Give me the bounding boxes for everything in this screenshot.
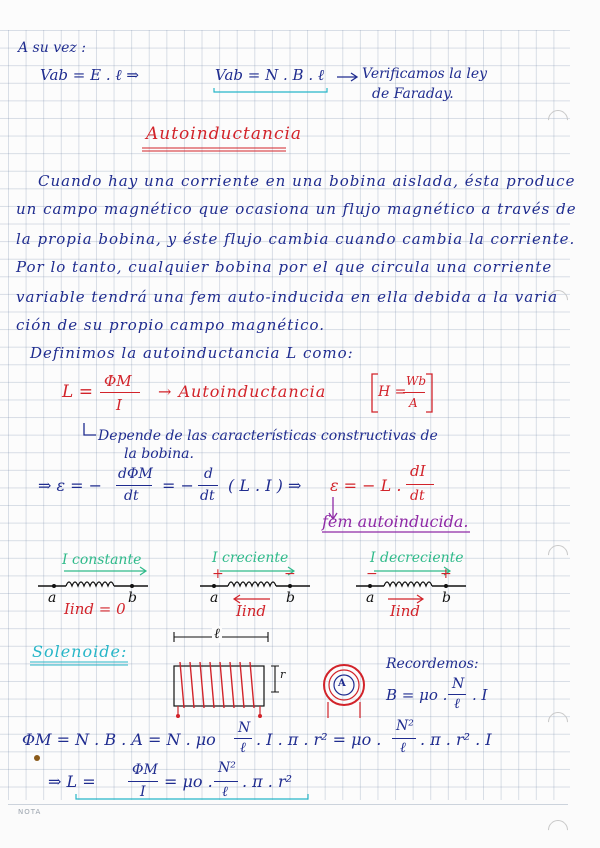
final-l2: ℓ [222, 784, 228, 800]
formula-l: L = [62, 382, 93, 402]
coil3-induced: Iind [390, 602, 420, 620]
arrow-right-icon [336, 72, 360, 82]
recall-b: B = μo . [386, 686, 448, 704]
solenoid-title: Solenoide: [32, 642, 128, 661]
paragraph-line: un campo magnético que ocasiona un flujo magnético a través de [16, 200, 577, 218]
faraday-text: de Faraday. [372, 86, 454, 102]
node-b: b [442, 590, 451, 606]
unit-a: A [409, 396, 418, 410]
line-a-su-vez: A su vez : [18, 40, 86, 56]
emf-fraction-bar [406, 484, 434, 485]
final-fraction-bar [214, 781, 238, 782]
coil3-label: I decreciente [370, 550, 464, 566]
final-phi: ΦM [132, 762, 158, 778]
flux-fraction-bar [392, 738, 416, 739]
final-mu: = μo . [164, 772, 213, 791]
coil2-plus: + [212, 566, 224, 582]
recall-label: Recordemos: [386, 656, 479, 672]
recall-i: . I [472, 686, 488, 704]
emf-dphi: dΦM [118, 466, 153, 482]
paragraph-line: ción de su propio campo magnético. [16, 316, 326, 334]
recall-fraction-bar [448, 694, 466, 695]
coil2-minus: − [284, 566, 296, 582]
radius-label: r [280, 668, 286, 681]
flux-start: ΦM = N . B . A = N . μo [22, 730, 216, 749]
coil1-label: I constante [62, 552, 142, 568]
formula-phi: ΦM [104, 372, 132, 390]
formula-i: I [116, 396, 122, 414]
paragraph-line: Cuando hay una corriente en una bobina aislada, ésta produce [38, 172, 576, 190]
emf-eq: = − [162, 476, 194, 495]
emf-di: dI [410, 462, 426, 480]
depends-line: la bobina. [124, 446, 194, 462]
fem-underline [320, 530, 475, 536]
flux-fraction-bar [234, 738, 252, 739]
paragraph-line: la propia bobina, y éste flujo cambia cuando cambia la corriente. [16, 230, 576, 248]
depends-line: Depende de las características constructivas de [98, 428, 438, 444]
final-l: ⇒ L = [48, 772, 96, 791]
length-label: ℓ [214, 626, 220, 642]
ammeter-diagram [320, 660, 370, 722]
node-a: a [210, 590, 219, 606]
paragraph-line: variable tendrá una fem auto-inducida en ella debida a la varia [16, 288, 559, 306]
recall-l: ℓ [454, 696, 460, 712]
solenoid-underline [28, 660, 134, 668]
node-a: a [48, 590, 57, 606]
unit-wb: Wb [406, 374, 427, 388]
ink-dot [34, 755, 40, 761]
unit-fraction-bar [403, 392, 425, 393]
hook-arrow-icon [82, 422, 98, 440]
final-end: . π . r² [242, 772, 293, 791]
fem-label: fem autoinducida. [322, 512, 469, 531]
flux-end: . π . r² . I [420, 730, 492, 749]
definition-line: Definimos la autoinductancia L como: [30, 344, 354, 362]
coil2-induced: Iind [236, 602, 266, 620]
emf-result: ε = − L . [330, 476, 402, 495]
emf-dt: dt [410, 488, 425, 504]
flux-n: N [238, 720, 251, 736]
page-title: Autoinductancia [146, 124, 303, 144]
solenoid-diagram [168, 658, 274, 720]
nota-label: NOTA [18, 808, 42, 816]
length-dimension [172, 630, 272, 644]
emf-dt: dt [124, 488, 139, 504]
flux-n2: N² [396, 718, 414, 734]
emf-fraction-bar [198, 485, 218, 486]
node-b: b [128, 590, 137, 606]
emf-li: ( L . I ) ⇒ [228, 476, 302, 495]
footer-line [8, 804, 568, 805]
footer-margin [0, 800, 600, 848]
flux-l2: ℓ [400, 740, 406, 756]
right-margin [570, 0, 600, 848]
flux-mid: . I . π . r² = μo . [256, 730, 382, 749]
coil2-label: I creciente [212, 550, 289, 566]
ammeter-label: A [338, 678, 346, 689]
coil1-induced: Iind = 0 [64, 600, 126, 618]
vab-nbl: Vab = N . B . ℓ [215, 66, 325, 84]
flux-l: ℓ [240, 740, 246, 756]
coil3-plus: + [440, 566, 452, 582]
title-underline [140, 146, 290, 154]
verify-text: Verificamos la ley [362, 66, 488, 82]
paragraph-line: Por lo tanto, cualquier bobina por el que circula una corriente [16, 258, 553, 276]
node-a: a [366, 590, 375, 606]
fraction-bar [100, 392, 140, 393]
final-fraction-bar [128, 781, 158, 782]
final-n2: N² [218, 760, 236, 776]
emf-fraction-bar [116, 485, 152, 486]
coil3-minus: − [366, 566, 378, 582]
formula-autoinductancia: → Autoinductancia [158, 382, 327, 401]
emf-d: d [204, 466, 213, 482]
top-margin [0, 0, 600, 30]
final-underline [74, 792, 314, 802]
emf-eps: ⇒ ε = − [38, 476, 103, 495]
emf-dt: dt [200, 488, 215, 504]
vab-el: Vab = E . ℓ ⇒ [40, 66, 139, 84]
unit-henry: H = [378, 384, 407, 400]
final-i: I [140, 784, 146, 800]
vab-underline [212, 84, 332, 94]
node-b: b [286, 590, 295, 606]
recall-n: N [452, 676, 465, 692]
